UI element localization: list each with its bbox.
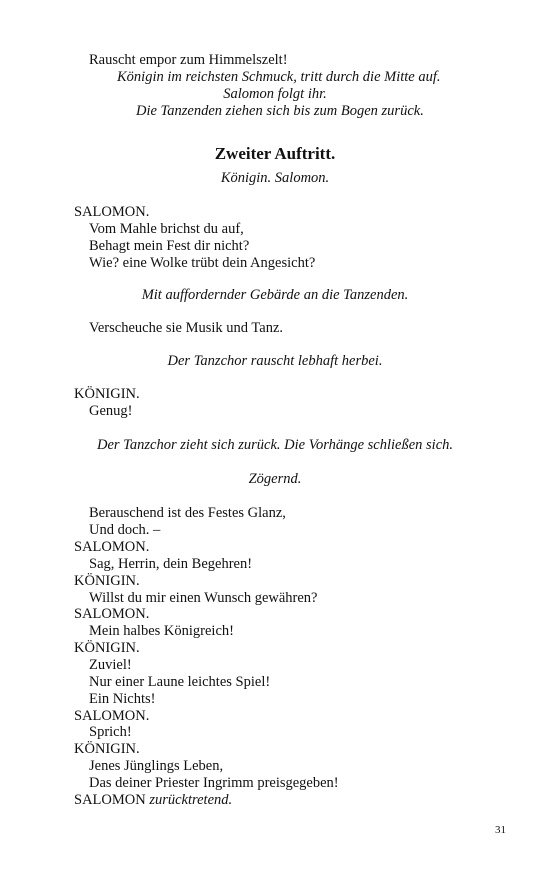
verse-line: Wie? eine Wolke trübt dein Angesicht? xyxy=(89,255,316,271)
page-number: 31 xyxy=(495,824,506,836)
verse-line: Und doch. – xyxy=(89,522,161,538)
scene-heading: Zweiter Auftritt. xyxy=(214,144,336,163)
verse-line: Sag, Herrin, dein Begehren! xyxy=(89,556,253,572)
verse-line: Willst du mir einen Wunsch gewähren? xyxy=(89,590,318,606)
verse-line: Sprich! xyxy=(89,724,132,740)
speaker-name: KÖNIGIN. xyxy=(74,741,140,757)
speaker-name: SALOMON xyxy=(74,792,146,808)
verse-line: Zuviel! xyxy=(89,657,132,673)
speaker-name: KÖNIGIN. xyxy=(74,573,140,589)
stage-direction: Der Tanzchor rauscht lebhaft herbei. xyxy=(167,353,383,369)
speaker-name: SALOMON. xyxy=(74,708,150,724)
stage-direction: Zögernd. xyxy=(248,471,302,487)
speaker-line xyxy=(74,792,232,809)
verse-line: Genug! xyxy=(89,403,133,419)
speaker-name: SALOMON. xyxy=(74,606,150,622)
verse-line: Ein Nichts! xyxy=(89,691,156,707)
stage-direction: Mit auffordernder Gebärde an die Tanzenden. xyxy=(141,287,409,303)
speaker-name: KÖNIGIN. xyxy=(74,640,140,656)
speaker-name: SALOMON. xyxy=(74,539,150,555)
stage-direction: zurücktretend. xyxy=(149,792,233,808)
verse-line: Nur einer Laune leichtes Spiel! xyxy=(89,674,271,690)
stage-direction: Der Tanzchor zieht sich zurück. Die Vorhänge schließen sich. xyxy=(96,437,454,453)
verse-line: Mein halbes Königreich! xyxy=(89,623,234,639)
scene-characters: Königin. Salomon. xyxy=(220,170,330,186)
verse-line: Das deiner Priester Ingrimm preisgegeben! xyxy=(89,775,339,791)
stage-direction: Königin im reichsten Schmuck, tritt durch die Mitte auf. xyxy=(117,69,441,85)
verse-line: Behagt mein Fest dir nicht? xyxy=(89,238,250,254)
speaker-name: SALOMON. xyxy=(74,204,150,220)
verse-line: Verscheuche sie Musik und Tanz. xyxy=(89,320,284,336)
stage-direction: Die Tanzenden ziehen sich bis zum Bogen zurück. xyxy=(136,103,424,119)
verse-line: Berauschend ist des Festes Glanz, xyxy=(89,505,286,521)
speaker-name: KÖNIGIN. xyxy=(74,386,140,402)
verse-line: Jenes Jünglings Leben, xyxy=(89,758,224,774)
stage-direction: Salomon folgt ihr. xyxy=(223,86,327,102)
verse-line: Rauscht empor zum Himmelszelt! xyxy=(89,52,288,68)
verse-line: Vom Mahle brichst du auf, xyxy=(89,221,244,237)
